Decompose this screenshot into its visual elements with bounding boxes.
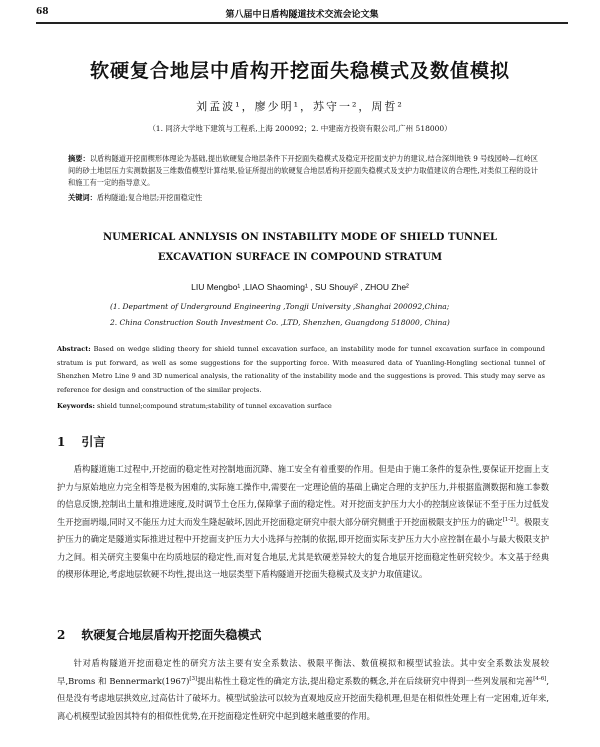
- section-2-text-c: ,但是没有考虑地层拱效应,过高估计了破坏力。模型试验法可以较为直观地反应开挖面失稳机理,但是在相似性处理上有一定困难,近年来,离心机模型试验因其特有的相似性优势,在开挖面稳定性研究中起到越来越重要的作用。: [57, 675, 549, 721]
- section-1-text-a: 盾构隧道施工过程中,开挖面的稳定性对控制地面沉降、施工安全有着重要的作用。但是由于施工条件的复杂性,要保证开挖面上支护力与原始地应力完全相等是极为困难的,实际施工操作中,需要在一定理论值的基础上确定合理的支护压力,并根据监测数据和施工参数的信息反馈,控制出土量和推进速度,及时调节土仓压力,保障掌子面的稳定性。对开挖面支护压力大小的控制应该保证不至于压力过低发生开挖面坍塌,同时又不能压力过大而发生隆起破坏,因此开挖面稳定研究中很大部分研究侧重于开挖面极限支护压力的确定: [57, 464, 549, 527]
- affiliations-cn: （1. 同济大学地下建筑与工程系,上海 200092；2. 中建南方投资有限公司,广州 518000）: [148, 124, 452, 133]
- keywords-en: [57, 400, 545, 412]
- section-2-paragraph: [57, 655, 549, 725]
- section-2-number: 2: [57, 628, 66, 642]
- title-en-line-2: EXCAVATION SURFACE IN COMPOUND STRATUM: [157, 252, 443, 263]
- citation: [4-6]: [533, 675, 547, 682]
- section-1-heading: [57, 433, 105, 450]
- abstract-cn-label: 摘要：: [68, 154, 90, 163]
- section-1-title: 引言: [81, 435, 106, 449]
- citation: [3]: [189, 675, 198, 682]
- citation: [1-2]: [502, 516, 516, 523]
- abstract-en-label: Abstract:: [57, 345, 91, 353]
- abstract-en-text: Based on wedge sliding theory for shield tunnel excavation surface, an instability mode for tunnel excavation surface in compound stratum is put forward, as well as some suggestions for the supporting force. With measured data of Yuanling-Hongling sectional tunnel of Shenzhen Metro Line 9 and 3D numerical analysis, the rationality of the instability mode and the suggestions is proved. This study may serve as reference for design and construction of the similar projects.: [57, 345, 545, 394]
- section-2-text-b: 提出粘性土稳定性的确定方法,提出稳定系数的概念,并在后续研究中得到一些列发展和完善: [197, 675, 534, 686]
- authors-en: LIU Mengbo¹ ,LIAO Shaoming¹ , SU Shouyi² , ZHOU Zhe²: [191, 282, 409, 292]
- section-2-title: 软硬复合地层盾构开挖面失稳模式: [81, 628, 262, 642]
- title-en-line-1: NUMERICAL ANNLYSIS ON INSTABILITY MODE OF SHIELD TUNNEL: [103, 232, 497, 243]
- paper-title-en: [20, 228, 580, 268]
- keywords-en-label: Keywords:: [57, 402, 95, 410]
- section-1-text-b: 。极限支护压力的确定是隧道实际推进过程中开挖面支护压力大小选择与控制的依据,即开挖面实际支护压力大小应控制在最小与最大极限支护力之间。相关研究主要集中在均质地层的稳定性,而对复合地层,尤其是软硬差异较大的复合地层开挖面稳定性研究较少。本文基于经典的楔形体理论,考虑地层软硬不均性,提出这一地层类型下盾构隧道开挖面失稳模式及支护力取值建议。: [57, 516, 549, 579]
- section-1-number: 1: [57, 435, 66, 449]
- section-2-text-a: 针对盾构隧道开挖面稳定性的研究方法主要有安全系数法、极限平衡法、数值模拟和模型试验法。其中安全系数法发展较早,Broms 和 Bennermark(1967): [57, 658, 549, 686]
- affiliation-en-2: 2. China Construction South Investment Co. ,LTD, Shenzhen, Guangdong 518000, China): [110, 318, 450, 327]
- abstract-cn: [68, 153, 538, 189]
- authors-cn: 刘孟波¹，廖少明¹，苏守一²，周哲²: [196, 100, 404, 113]
- keywords-cn-text: 盾构隧道;复合地层;开挖面稳定性: [96, 193, 203, 202]
- conference-name: 第八届中日盾构隧道技术交流会论文集: [225, 10, 379, 20]
- abstract-cn-text: 以盾构隧道开挖面楔形体理论为基础,提出软硬复合地层条件下开挖面失稳模式及稳定开挖面支护力的建议,结合深圳地铁 9 号线园岭—红岭区间的砂土地层压力实测数据及三维数值模型计算结果,验证所提出的软硬复合地层盾构开挖面失稳模式及支护力取值建议的合理性,对类似工程的设计和施工有一定的指导意义。: [68, 154, 538, 187]
- page-number: 68: [36, 7, 49, 17]
- affiliations-en: [110, 299, 530, 331]
- keywords-cn-label: 关键词：: [68, 193, 97, 202]
- keywords-cn: [68, 192, 538, 204]
- keywords-en-text: shield tunnel;compound stratum;stability of tunnel excavation surface: [97, 402, 332, 410]
- paper-title-cn: 软硬复合地层中盾构开挖面失稳模式及数值模拟: [89, 60, 510, 82]
- running-header: [36, 6, 568, 24]
- abstract-en: [57, 343, 545, 397]
- section-1-paragraph: [57, 461, 549, 584]
- section-2-heading: [57, 626, 261, 643]
- affiliation-en-1: (1. Department of Underground Engineering ,Tongji University ,Shanghai 200092,China;: [110, 302, 450, 311]
